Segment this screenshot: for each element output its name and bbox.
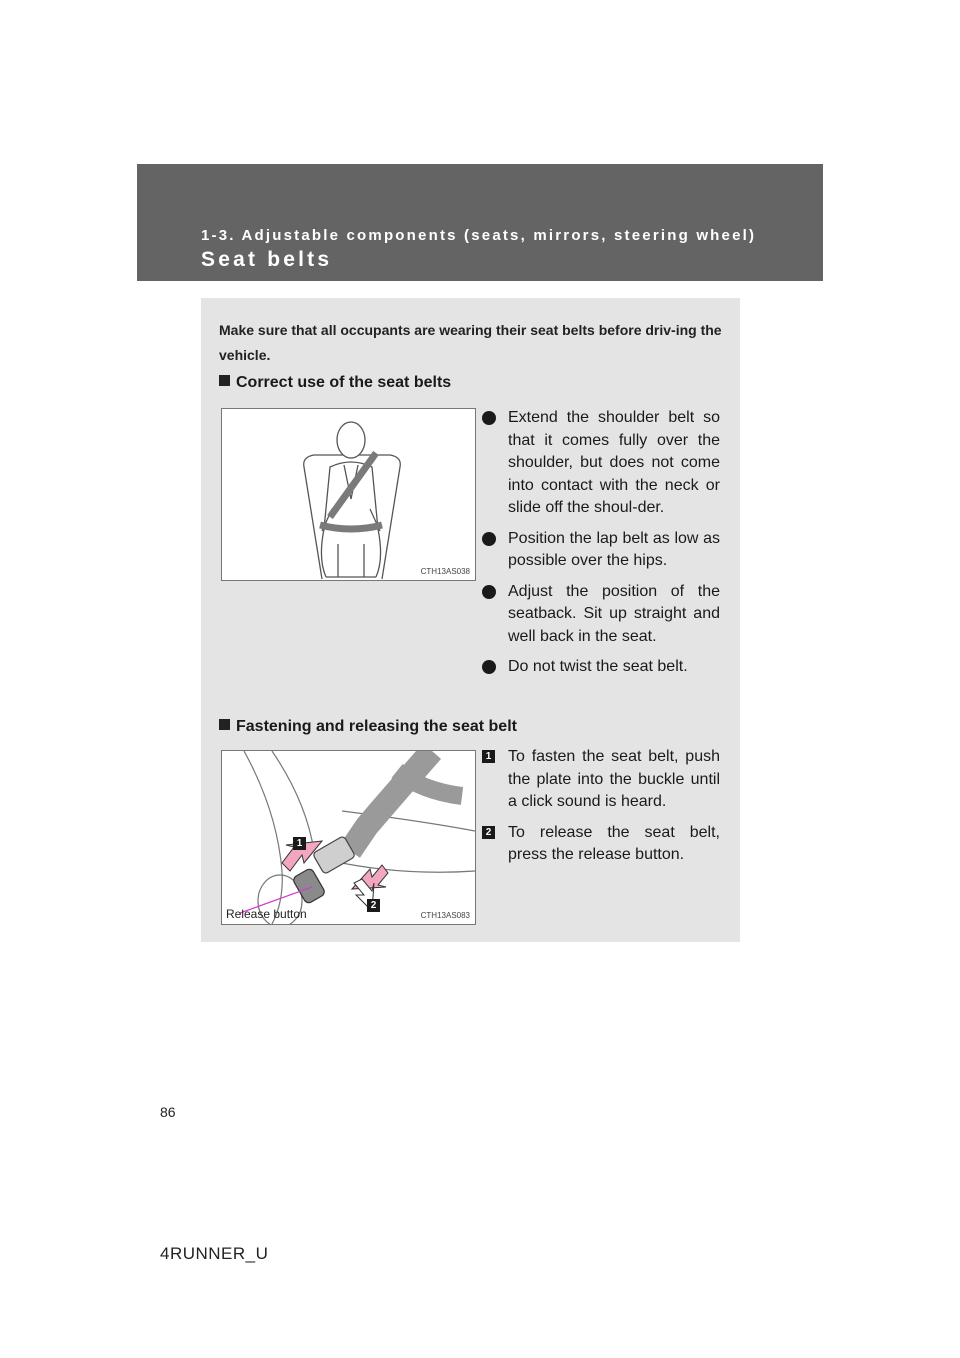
heading-correct-use-text: Correct use of the seat belts (236, 374, 452, 391)
section-label: 1-3. Adjustable components (seats, mirrors, steering wheel) (201, 227, 757, 244)
step-1-icon: 1 (482, 750, 495, 763)
heading-fastening-text: Fastening and releasing the seat belt (236, 718, 517, 735)
marker-2-icon: 2 (367, 899, 380, 912)
intro-text: Make sure that all occupants are wearing their seat belts before driv-ing the vehicle. (219, 322, 722, 363)
model-code: 4RUNNER_U (160, 1244, 269, 1263)
step-text: To release the seat belt, press the release button. (508, 823, 720, 863)
figure-seated-person (221, 408, 476, 581)
step-item (480, 822, 720, 867)
square-bullet-icon (219, 719, 230, 730)
bullet-text: Do not twist the seat belt. (508, 658, 688, 675)
content-panel (201, 298, 740, 942)
seated-person-illustration (222, 409, 475, 580)
page-title: Seat belts (201, 248, 333, 271)
figure-buckle (221, 750, 476, 925)
page-header (137, 164, 823, 281)
bullet-item (480, 528, 720, 573)
figure-code: CTH13AS038 (420, 567, 470, 576)
bullet-text: Position the lap belt as low as possible over the hips. (508, 529, 720, 569)
step-2-icon: 2 (482, 826, 495, 839)
bullet-list (480, 407, 720, 687)
step-item (480, 746, 720, 814)
bullet-text: Adjust the position of the seatback. Sit up straight and well back in the seat. (508, 582, 720, 645)
heading-correct-use (219, 374, 451, 392)
step-text: To fasten the seat belt, push the plate into the buckle until a click sound is heard. (508, 748, 720, 810)
square-bullet-icon (219, 375, 230, 386)
figure-code: CTH13AS083 (420, 911, 470, 920)
step-list (480, 746, 720, 875)
marker-1-icon: 1 (293, 837, 306, 850)
release-button-label: Release button (226, 907, 307, 921)
buckle-illustration (222, 751, 475, 924)
bullet-item (480, 656, 720, 679)
bullet-dot-icon (482, 411, 496, 425)
page-number: 86 (160, 1104, 176, 1120)
bullet-text: Extend the shoulder belt so that it comes fully over the shoulder, but does not come into contact with the neck or slide off the shoul-der. (508, 409, 720, 516)
heading-fastening (219, 718, 517, 736)
bullet-dot-icon (482, 585, 496, 599)
bullet-dot-icon (482, 532, 496, 546)
bullet-item (480, 407, 720, 520)
bullet-item (480, 581, 720, 649)
bullet-dot-icon (482, 660, 496, 674)
